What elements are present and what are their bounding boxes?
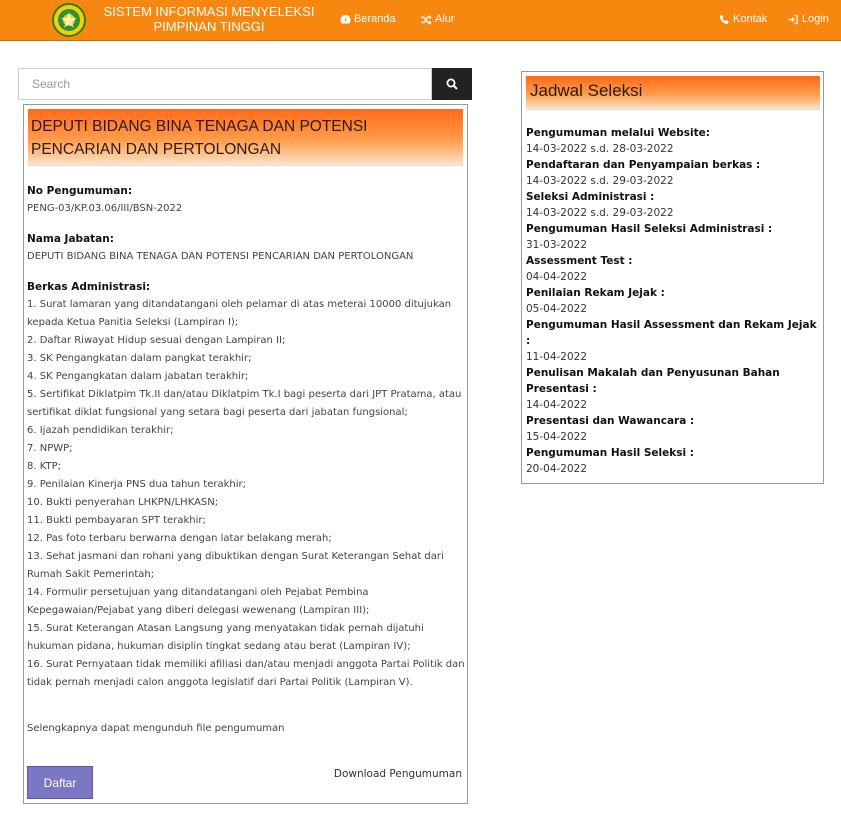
schedule-item-label: Presentasi dan Wawancara : — [526, 415, 695, 427]
admin-file-item: 1. Surat lamaran yang ditandatangani oleh pelamar di atas meterai 10000 ditujukan kepada Ketua Panitia Seleksi (Lampiran I); — [27, 299, 452, 328]
schedule-item-value: 14-04-2022 — [526, 399, 588, 411]
admin-file-item: 11. Bukti pembayaran SPT terakhir; — [27, 515, 206, 526]
schedule-item — [526, 157, 821, 189]
admin-file-item: 15. Surat Keterangan Atasan Langsung yang menyatakan tidak pernah dijatuhi hukuman pidana, hukuman disiplin tingkat sedang atau berat (Lampiran IV); — [27, 623, 424, 652]
admin-file-item: 8. KTP; — [27, 461, 62, 472]
announcement-title-line-2: PENCARIAN DAN PERTOLONGAN — [31, 141, 282, 158]
schedule-item-label: Penilaian Rekam Jejak : — [526, 287, 665, 299]
admin-file-item: 6. Ijazah pendidikan terakhir; — [27, 425, 174, 436]
schedule-item-value: 20-04-2022 — [526, 463, 588, 475]
admin-file-item: 13. Sehat jasmani dan rohani yang dibuktikan dengan Surat Keterangan Sehat dari Rumah Sakit Pemerintah; — [27, 551, 444, 580]
schedule-item-label: Assessment Test : — [526, 255, 633, 267]
search-bar — [18, 68, 472, 100]
admin-file-item: 12. Pas foto terbaru berwarna dengan latar belakang merah; — [27, 533, 332, 544]
schedule-item-value: 15-04-2022 — [526, 431, 588, 443]
schedule-item-label: Pengumuman melalui Website: — [526, 127, 710, 139]
phone-icon — [719, 14, 730, 25]
more-info-text: Selengkapnya dapat mengunduh file pengumuman — [27, 723, 285, 734]
top-navbar — [0, 0, 841, 41]
admin-file-item: 16. Surat Pernyataan tidak memiliki afiliasi dan/atau menjadi anggota Partai Politik dan tidak pernah menjadi calon anggota legislatif dari Partai Politik (Lampiran V). — [27, 659, 465, 688]
admin-files-label: Berkas Administrasi: — [27, 281, 151, 293]
schedule-item-value: 04-04-2022 — [526, 271, 588, 283]
schedule-item-label: Pengumuman Hasil Seleksi : — [526, 447, 694, 459]
search-icon — [446, 78, 458, 90]
logo-emblem-icon[interactable] — [52, 3, 86, 37]
position-name-label: Nama Jabatan: — [27, 233, 114, 245]
search-input[interactable] — [18, 68, 432, 100]
announcement-number-section — [27, 182, 467, 218]
download-announcement-link[interactable]: Download Pengumuman — [333, 768, 462, 780]
schedule-item — [526, 189, 821, 221]
schedule-item-value: 14-03-2022 s.d. 29-03-2022 — [526, 175, 674, 187]
position-name-value: DEPUTI BIDANG BINA TENAGA DAN POTENSI PENCARIAN DAN PERTOLONGAN — [27, 251, 414, 262]
schedule-item-value: 05-04-2022 — [526, 303, 588, 315]
schedule-item-label: Pengumuman Hasil Seleksi Administrasi : — [526, 223, 773, 235]
nav-kontak[interactable] — [719, 13, 767, 25]
schedule-item — [526, 253, 821, 285]
schedule-item — [526, 221, 821, 253]
schedule-item — [526, 445, 821, 477]
admin-file-item: 14. Formulir persetujuan yang ditandatangani oleh Pejabat Pembina Kepegawaian/Pejabat yang diberi delegasi wewenang (Lampiran III); — [27, 587, 370, 616]
announcement-title — [28, 109, 463, 166]
schedule-item — [526, 365, 821, 413]
admin-file-item: 7. NPWP; — [27, 443, 73, 454]
nav-beranda[interactable] — [340, 13, 396, 25]
schedule-item — [526, 125, 821, 157]
nav-alur[interactable] — [421, 13, 455, 25]
nav-beranda-label: Beranda — [354, 13, 396, 25]
schedule-item — [526, 317, 821, 365]
schedule-item-label: Pengumuman Hasil Assessment dan Rekam Jejak : — [526, 319, 817, 347]
schedule-item-value: 11-04-2022 — [526, 351, 588, 363]
admin-file-item: 3. SK Pengangkatan dalam pangkat terakhir; — [27, 353, 252, 364]
nav-login-label: Login — [802, 13, 829, 25]
sign-in-icon — [788, 14, 799, 25]
schedule-item-value: 14-03-2022 s.d. 28-03-2022 — [526, 143, 674, 155]
admin-files-section — [27, 278, 467, 692]
brand-line-2: PIMPINAN TINGGI — [153, 19, 265, 34]
brand-line-1: SISTEM INFORMASI MENYELEKSI — [103, 4, 315, 19]
daftar-button[interactable]: Daftar — [27, 766, 93, 799]
nav-login[interactable] — [788, 13, 829, 25]
admin-file-item: 2. Daftar Riwayat Hidup sesuai dengan Lampiran II; — [27, 335, 286, 346]
admin-file-item: 10. Bukti penyerahan LHKPN/LHKASN; — [27, 497, 219, 508]
announcement-number-value: PENG-03/KP.03.06/III/BSN-2022 — [27, 203, 183, 214]
shuffle-icon — [421, 14, 432, 25]
nav-alur-label: Alur — [435, 13, 455, 25]
nav-kontak-label: Kontak — [733, 13, 768, 25]
schedule-list — [526, 125, 821, 477]
announcement-panel — [23, 104, 468, 804]
admin-file-item: 5. Sertifikat Diklatpim Tk.II dan/atau Diklatpim Tk.I bagi peserta dari JPT Pratama, atau sertifikat diklat fungsional yang setara bagi peserta dari jabatan fungsional; — [27, 389, 462, 418]
admin-file-item: 9. Penilaian Kinerja PNS dua tahun terakhir; — [27, 479, 246, 490]
position-name-section — [27, 230, 467, 266]
schedule-title: Jadwal Seleksi — [526, 76, 820, 110]
schedule-item-label: Seleksi Administrasi : — [526, 191, 655, 203]
dashboard-icon — [340, 14, 351, 25]
schedule-item — [526, 413, 821, 445]
schedule-item-value: 14-03-2022 s.d. 29-03-2022 — [526, 207, 674, 219]
search-button[interactable] — [432, 68, 472, 100]
announcement-number-label: No Pengumuman: — [27, 185, 133, 197]
schedule-item-label: Penulisan Makalah dan Penyusunan Bahan Presentasi : — [526, 367, 780, 395]
admin-file-item: 4. SK Pengangkatan dalam jabatan terakhir; — [27, 371, 249, 382]
schedule-item — [526, 285, 821, 317]
schedule-panel — [521, 71, 824, 484]
brand-title[interactable] — [100, 4, 318, 34]
schedule-item-label: Pendaftaran dan Penyampaian berkas : — [526, 159, 761, 171]
schedule-item-value: 31-03-2022 — [526, 239, 588, 251]
search-placeholder: Search — [32, 77, 71, 91]
announcement-title-line-1: DEPUTI BIDANG BINA TENAGA DAN POTENSI — [31, 118, 368, 135]
